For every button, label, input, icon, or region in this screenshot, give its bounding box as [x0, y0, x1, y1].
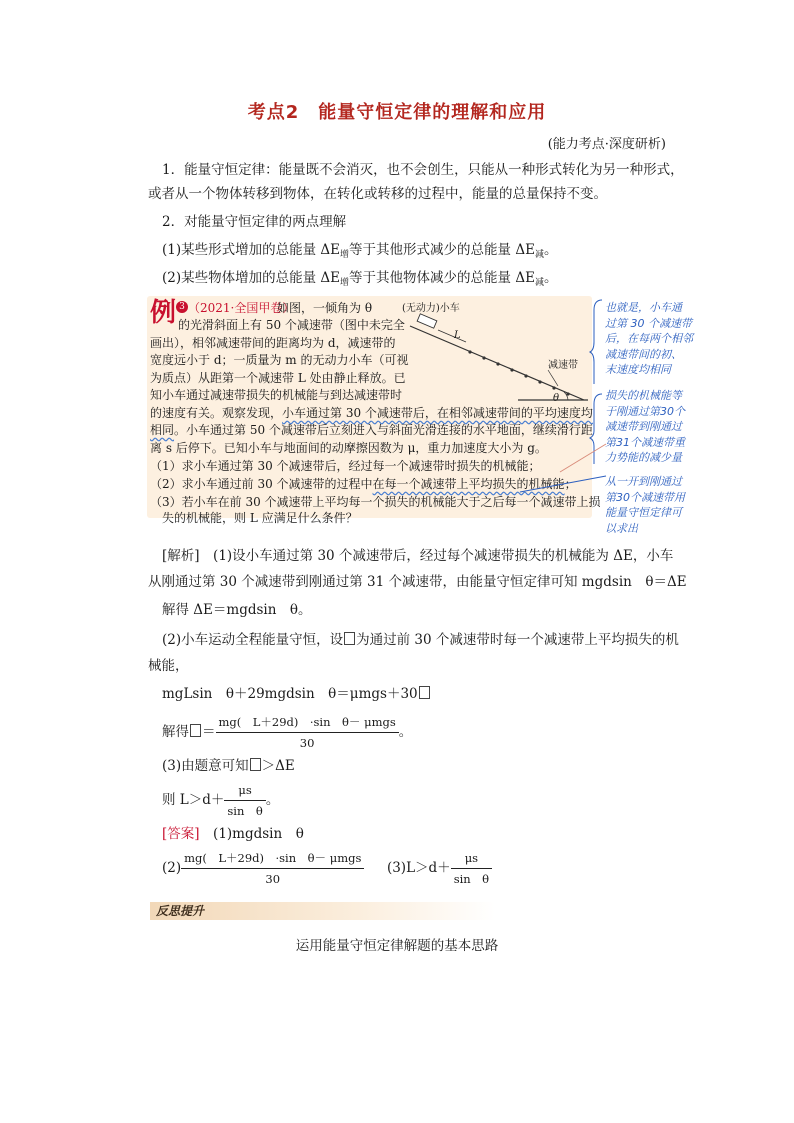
- reflection-banner: 反思提升: [150, 902, 495, 920]
- figure-theta-label: θ: [553, 393, 560, 404]
- side-note-2: 损失的机械能等 于刚通过第30个 减速带到刚通过 第31个减速带重 力势能的减少量: [605, 389, 685, 464]
- point-2-heading: 2．对能量守恒定律的两点理解: [162, 214, 347, 230]
- point-1-line-a: 1．能量守恒定律：能量既不会消灭，也不会创生，只能从一种形式转化为另一种形式，: [162, 162, 684, 178]
- solution-1c: 解得 ΔE＝mgdsin θ。: [162, 602, 312, 618]
- solution-3b: 则 L＞d＋ $\frac{\mu s}{\text{sin θ}}$ 。: [162, 780, 682, 820]
- example-line-6: 的速度有关。观察发现，小车通过第 30 个减速带后，在相邻减速带间的平均速度均: [150, 406, 593, 420]
- side-note-1: 也就是，小车通 过第 30 个减速带 后，在每两个相邻 减速带间的初、 末速度均相同: [605, 301, 693, 376]
- section-title: 考点2 能量守恒定律的理解和应用: [247, 102, 547, 123]
- example-line-3: 宽度远小于 d；一质量为 m 的无动力小车（可视: [150, 353, 409, 367]
- example-question-2: （2）求小车通过前 30 个减速带的过程中在每一个减速带上平均损失的机械能；: [150, 477, 577, 491]
- example-line-4: 为质点）从距第一个减速带 L 处由静止释放。已: [150, 371, 406, 385]
- answer-2-3: (2) $\frac{\text{mg( L＋29d) ·sin θ－ μmgs}}{30}$ (3)L＞d＋ $\frac{\mu s}{\text{sin θ}}$: [162, 848, 682, 888]
- solution-2-result: 解得 ＝ $\frac{\text{mg( L＋29d) ·sin θ－ μmgs}}{30}$ 。: [162, 712, 682, 752]
- point-2-2: (2)某些物体增加的总能量 $\Delta E_增$等于其他物体减少的总能量 $\Delta E_减$。: [162, 270, 558, 288]
- solution-3a: (3)由题意可知 ＞ΔE: [162, 758, 295, 774]
- point-2-1: (1)某些形式增加的总能量 $\Delta E_增$等于其他形式减少的总能量 $\Delta E_减$。: [162, 242, 558, 260]
- example-question-1: （1）求小车通过第 30 个减速带后，经过每一个减速带时损失的机械能；: [150, 459, 541, 473]
- example-source: （2021·全国甲卷）: [188, 301, 295, 315]
- example-line-0: 如图，一倾角为 θ: [277, 301, 373, 315]
- example-line-8: 相同。小车通过第 50 个减速带后立刻进入与斜面光滑连接的水平地面，继续滑行距: [150, 423, 593, 437]
- figure-strip-label: 减速带: [548, 360, 578, 371]
- figure-cart-label: (无动力)小车: [402, 303, 460, 314]
- ability-tag: (能力考点·深度研析): [547, 137, 666, 152]
- solution-1b: 从刚通过第 30 个减速带到刚通过第 31 个减速带，由能量守恒定律可知 mgdsin θ＝ΔE: [148, 574, 687, 590]
- example-number: 3: [176, 301, 188, 317]
- solution-2b: 械能，: [148, 658, 189, 674]
- solution-2-equation: mgLsin θ＋29mgdsin θ＝μmgs＋30: [162, 684, 682, 704]
- point-1-line-b: 或者从一个物体转移到物体，在转化或转移的过程中，能量的总量保持不变。: [148, 186, 607, 202]
- solution-2a: (2)小车运动全程能量守恒，设 为通过前 30 个减速带时每一个减速带上平均损失的机: [162, 632, 679, 648]
- example-label: 例: [150, 298, 177, 328]
- example-line-5: 知小车通过减速带损失的机械能与到达减速带时: [150, 388, 403, 402]
- example-line-1: 的光滑斜面上有 50 个减速带（图中未完全: [178, 318, 405, 332]
- example-line-9: 离 s 后停下。已知小车与地面间的动摩擦因数为 μ，重力加速度大小为 g。: [150, 441, 547, 455]
- solution-1a: [解析] (1)设小车通过第 30 个减速带后，经过每个减速带损失的机械能为 ΔE，小车: [162, 548, 674, 564]
- example-question-3b: 失的机械能，则 L 应满足什么条件？: [162, 511, 358, 525]
- side-note-3: 从一开到刚通过 第30个减速带用 能量守恒定律可 以求出: [605, 475, 685, 535]
- answer-1: [答案] (1)mgdsin θ: [162, 826, 304, 842]
- figure-L-label: L: [454, 330, 461, 341]
- example-question-3a: （3）若小车在前 30 个减速带上平均每一个损失的机械能大于之后每一个减速带上损: [150, 495, 601, 509]
- example-line-2: 画出），相邻减速带间的距离均为 d，减速带的: [150, 336, 396, 350]
- method-title: 运用能量守恒定律解题的基本思路: [295, 938, 499, 954]
- note-arrows: [480, 400, 608, 500]
